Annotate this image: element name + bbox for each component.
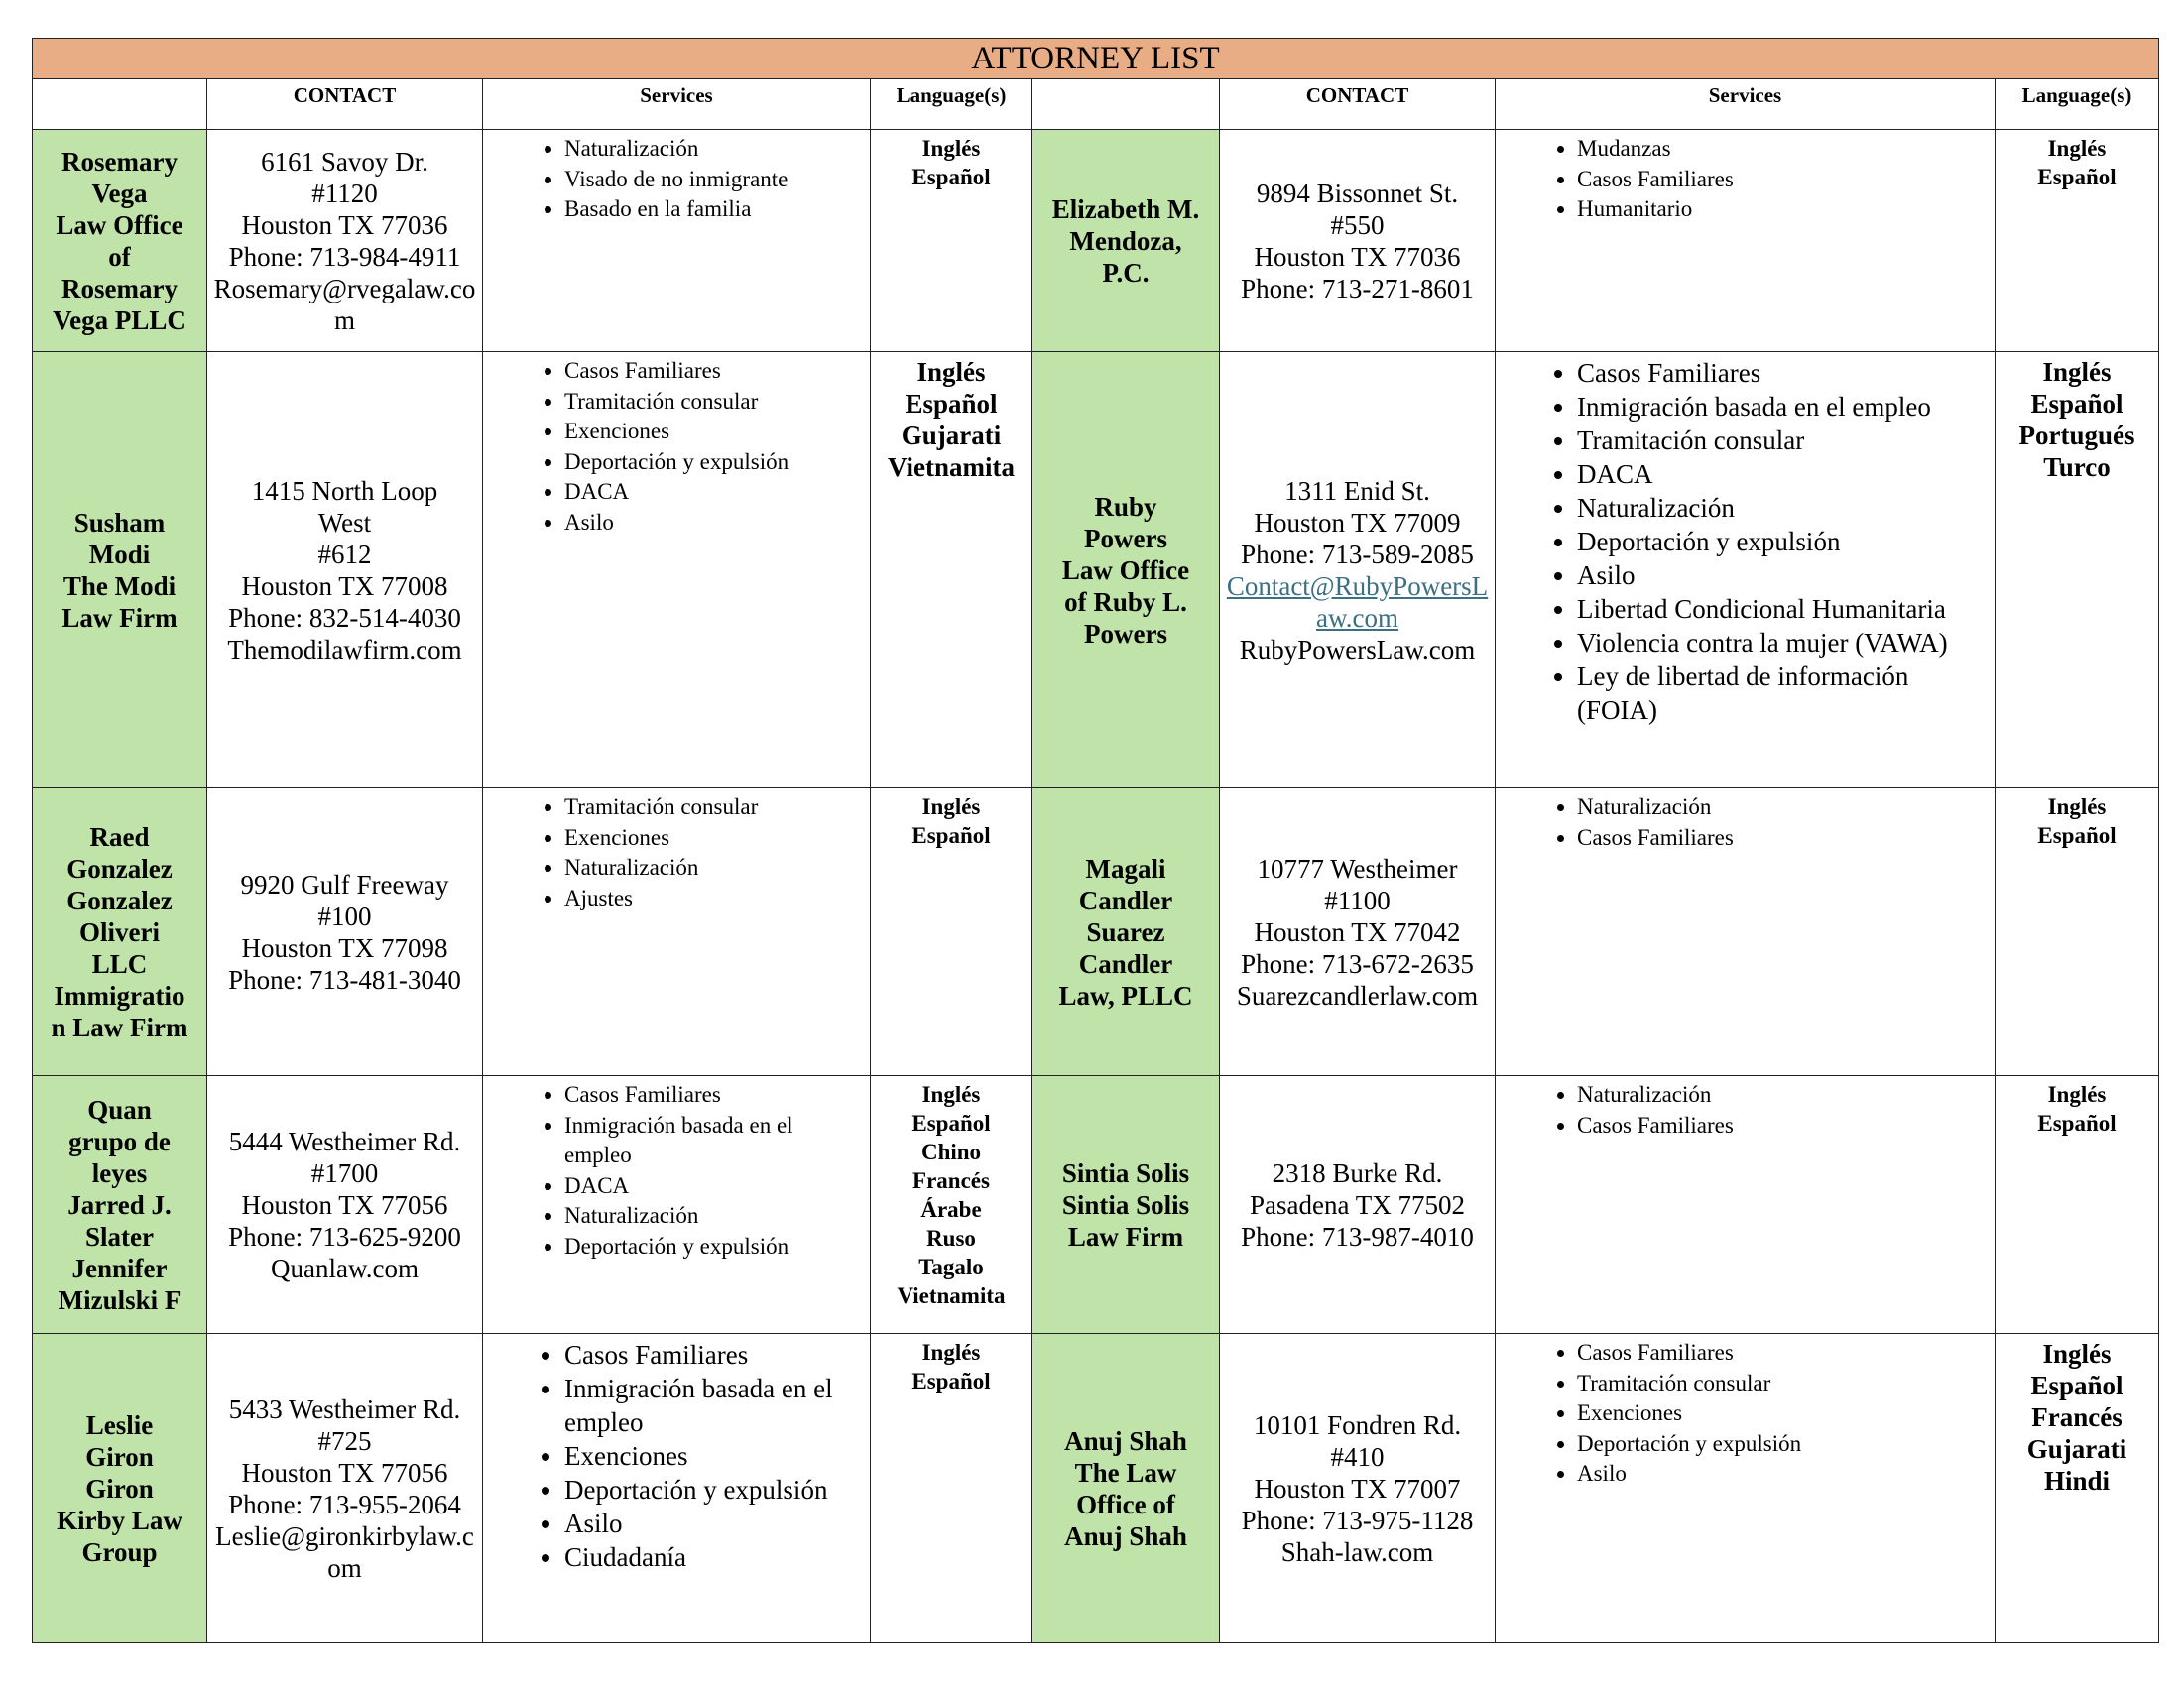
contact-line: #1700 [310,1157,379,1188]
contact-line: 1311 Enid St. [1284,475,1430,506]
attorney-name-line: Susham [73,507,166,538]
attorney-name-line: Suarez [1086,916,1165,947]
attorney-name-line: Raed [89,821,150,852]
attorney-name-line: Leslie [85,1409,154,1440]
language-item: Español [2037,165,2117,189]
language-item: Español [905,389,998,419]
contact-cell [1220,1076,1496,1334]
attorney-name-line: Rosemary [61,146,178,177]
service-item: • Casos Familiares [1577,823,1989,854]
service-item: • Casos Familiares [564,1338,864,1372]
attorney-name [33,1076,207,1334]
services-list [483,1338,864,1574]
service-item: • DACA [564,477,864,508]
header-languages-left: Language(s) [871,79,1032,130]
attorney-name-line: Office of [1076,1489,1175,1519]
services-list [1496,1080,1989,1141]
header-contact-right: CONTACT [1220,79,1496,130]
service-item: • Basado en la familia [564,194,864,225]
header-services-right: Services [1496,79,1996,130]
attorney-name-line: Mizulski F [58,1284,182,1315]
attorney-name-line: Quan [87,1094,152,1125]
language-item: Portugués [2018,421,2135,450]
contact-line: Houston TX 77056 [241,1457,448,1488]
contact-line: 10101 Fondren Rd. [1253,1409,1462,1440]
languages-cell [1996,130,2159,352]
header-row [33,79,2159,130]
service-item: • Deportación y expulsión [1577,525,1989,558]
contact-line: Houston TX 77007 [1254,1473,1461,1504]
contact-line: Suarezcandlerlaw.com [1236,980,1479,1011]
attorney-name-line: Elizabeth M. [1051,193,1200,224]
attorney-name-line: grupo de [68,1126,171,1156]
table-row [33,1334,2159,1643]
service-item: • Casos Familiares [564,1080,864,1111]
service-item: • Casos Familiares [1577,165,1989,195]
services-list [1496,134,1989,225]
languages-cell [871,1334,1032,1643]
attorney-name-line: Law, PLLC [1058,980,1193,1011]
service-item: • Naturalización [564,1201,864,1232]
header-languages-right: Language(s) [1996,79,2159,130]
attorney-name [33,788,207,1076]
attorney-name-line: Giron [85,1473,154,1504]
contact-cell [1220,352,1496,788]
attorney-name-line: Jarred J. [67,1189,172,1220]
contact-line: Phone: 713-987-4010 [1241,1221,1474,1252]
language-item: Chino [920,1140,982,1164]
attorney-rows [33,130,2159,1643]
attorney-name [1032,352,1220,788]
languages-cell [1996,1334,2159,1643]
header-contact-left: CONTACT [207,79,483,130]
languages-cell [871,352,1032,788]
service-item: • Inmigración basada en el empleo [564,1372,864,1439]
contact-line: #410 [1330,1441,1385,1472]
attorney-name-line: Law Office [1061,554,1190,585]
attorney-name-line: Law Firm [1067,1221,1184,1252]
attorney-name-line: Powers [1084,618,1167,649]
attorney-name [33,1334,207,1643]
language-item: Turco [2043,452,2111,482]
attorney-name-line: n Law Firm [51,1012,188,1042]
contact-line: Phone: 713-625-9200 [228,1221,461,1252]
attorney-name-line: Law Firm [61,602,178,633]
attorney-name-line: Sintia Solis [1061,1189,1190,1220]
language-item: Inglés [2047,1082,2107,1107]
service-item: • Naturalización [1577,792,1989,823]
header-services-left: Services [483,79,871,130]
service-item: • Naturalización [1577,491,1989,525]
attorney-name-line: of Ruby L. [1064,586,1187,617]
contact-line: Houston TX 77009 [1254,507,1461,538]
service-item: • Violencia contra la mujer (VAWA) [1577,626,1989,660]
services-list [483,792,864,913]
service-item: • Casos Familiares [1577,1338,1989,1369]
contact-line: Houston TX 77056 [241,1189,448,1220]
attorney-name [1032,1334,1220,1643]
service-item: • Naturalización [1577,1080,1989,1111]
contact-cell [1220,1334,1496,1643]
service-item: • Exenciones [564,1439,864,1473]
language-item: Español [911,165,991,189]
service-item: • Tramitación consular [1577,1369,1989,1399]
language-item: Francés [912,1168,990,1193]
service-item: • Exenciones [564,417,864,447]
contact-line: Houston TX 77098 [241,932,448,963]
contact-line: Themodilawfirm.com [227,634,462,665]
attorney-name-line: Slater [85,1221,154,1252]
service-item: • Casos Familiares [564,356,864,387]
attorney-name [33,352,207,788]
language-item: Inglés [921,1082,981,1107]
attorney-name-line: Sintia Solis [1061,1157,1190,1188]
contact-line: #725 [317,1425,372,1456]
contact-line: Shah-law.com [1280,1536,1434,1567]
languages-cell [871,1076,1032,1334]
language-item: Inglés [921,794,981,819]
services-cell [483,130,871,352]
contact-line: Houston TX 77008 [241,570,448,601]
contact-line: Phone: 713-975-1128 [1241,1505,1474,1535]
table-row [33,130,2159,352]
contact-line: #100 [317,901,372,931]
services-cell [1496,352,1996,788]
service-item: • Exenciones [1577,1398,1989,1429]
attorney-name-line: Anuj Shah [1064,1520,1187,1551]
service-item: • Naturalización [564,134,864,165]
language-item: Inglés [921,136,981,161]
languages-cell [871,788,1032,1076]
table-row [33,788,2159,1076]
attorney-name-line: The Law [1074,1457,1177,1488]
contact-line: 10777 Westheimer [1257,853,1458,884]
language-item: Español [911,1369,991,1393]
language-item: Inglés [921,1340,981,1365]
language-item: Tagalo [918,1255,984,1279]
service-item: • Tramitación consular [1577,424,1989,457]
attorney-name-line: Group [81,1536,158,1567]
service-item: • DACA [1577,457,1989,491]
language-item: Hindi [2043,1466,2111,1496]
services-cell [483,1334,871,1643]
contact-line: Leslie@gironkirbylaw.com [215,1520,474,1583]
attorney-name-line: Vega [91,178,148,208]
language-item: Español [2037,823,2117,848]
service-item: • Casos Familiares [1577,356,1989,390]
language-item: Español [2037,1111,2117,1136]
services-cell [483,788,871,1076]
attorney-name-line: Magali [1085,853,1166,884]
services-cell [483,352,871,788]
service-item: • Visado de no inmigrante [564,165,864,195]
language-item: Vietnamita [897,1283,1006,1308]
service-item: • Ajustes [564,884,864,914]
language-item: Inglés [2047,794,2107,819]
contact-cell [1220,130,1496,352]
language-item: Gujarati [2026,1434,2127,1464]
services-list [483,1080,864,1262]
contact-line: #612 [317,539,372,569]
service-item: • DACA [564,1171,864,1202]
languages-cell [1996,1076,2159,1334]
contact-line: Phone: 713-984-4911 [228,241,461,272]
service-item: • Ciudadanía [564,1540,864,1574]
services-list [1496,356,1989,727]
language-item: Español [2030,1371,2123,1400]
service-item: • Deportación y expulsión [564,447,864,478]
contact-line: Phone: 713-589-2085 [1241,539,1474,569]
contact-line: Houston TX 77042 [1254,916,1461,947]
languages-cell [1996,352,2159,788]
services-cell [1496,1076,1996,1334]
contact-line: #1100 [1324,885,1391,915]
language-item: Inglés [916,357,986,387]
attorney-name [33,130,207,352]
attorney-name [1032,788,1220,1076]
contact-line: 5444 Westheimer Rd. [228,1126,461,1156]
attorney-name-line: Jennifer [71,1253,168,1283]
service-item: • Tramitación consular [564,792,864,823]
service-item: • Casos Familiares [1577,1111,1989,1142]
contact-line: #1120 [311,178,378,208]
attorney-name-line: Rosemary [61,273,178,303]
language-item: Español [2030,389,2123,419]
language-item: Ruso [926,1226,976,1251]
language-item: Inglés [2042,357,2112,387]
contact-cell [207,788,483,1076]
language-item: Vietnamita [888,452,1015,482]
contact-line: #550 [1330,209,1385,240]
attorney-name-line: Ruby [1094,491,1157,522]
attorney-name-line: Gonzalez [66,853,173,884]
services-cell [1496,130,1996,352]
attorney-list-sheet [32,38,2158,1643]
contact-line: 9920 Gulf Freeway [240,869,449,900]
contact-line: Quanlaw.com [271,1253,419,1283]
services-list [483,134,864,225]
service-item: • Tramitación consular [564,387,864,418]
contact-line: Phone: 713-955-2064 [228,1489,461,1519]
service-item: • Asilo [1577,1459,1989,1490]
services-cell [1496,1334,1996,1643]
contact-line: West [317,507,372,538]
attorney-name-line: of [108,241,131,272]
language-item: Francés [2031,1402,2123,1432]
attorney-name-line: Oliveri [79,916,160,947]
contact-cell [207,1334,483,1643]
service-item: • Deportación y expulsión [564,1232,864,1263]
contact-line: Pasadena TX 77502 [1250,1189,1465,1220]
attorney-name-line: Vega PLLC [53,304,186,335]
language-item: Árabe [920,1197,982,1222]
contact-line: Rosemary@rvegalaw.com [213,273,476,335]
attorney-name-line: Anuj Shah [1064,1425,1187,1456]
services-list [483,356,864,538]
table-row [33,352,2159,788]
service-item: • Deportación y expulsión [1577,1429,1989,1460]
contact-line: 5433 Westheimer Rd. [228,1393,461,1424]
attorney-name-line: Powers [1084,523,1167,553]
contact-line: Phone: 832-514-4030 [228,602,461,633]
contact-cell [207,130,483,352]
service-item: • Deportación y expulsión [564,1473,864,1507]
attorney-table [32,38,2159,1643]
attorney-name-line: The Modi [62,570,177,601]
attorney-name-line: P.C. [1102,257,1150,288]
attorney-name-line: Giron [85,1441,154,1472]
table-row [33,1076,2159,1334]
language-item: Inglés [2042,1339,2112,1369]
attorney-name-line: leyes [91,1157,148,1188]
language-item: Español [911,823,991,848]
languages-cell [871,130,1032,352]
page-title: ATTORNEY LIST [33,39,2159,79]
services-cell [483,1076,871,1334]
service-item: • Inmigración basada en el empleo [564,1111,864,1171]
contact-line: 2318 Burke Rd. [1272,1157,1443,1188]
attorney-name-line: Candler [1078,948,1173,979]
contact-line: Phone: 713-672-2635 [1241,948,1474,979]
service-item: • Humanitario [1577,194,1989,225]
service-item: • Asilo [564,508,864,539]
contact-line: Phone: 713-481-3040 [228,964,461,995]
attorney-name-line: Kirby Law [57,1505,182,1535]
service-item: • Libertad Condicional Humanitaria [1577,592,1989,626]
attorney-name-line: Law Office [56,209,183,240]
service-item: • Naturalización [564,853,864,884]
contact-cell [1220,788,1496,1076]
language-item: Inglés [2047,136,2107,161]
contact-line: Phone: 713-271-8601 [1241,273,1474,303]
contact-cell [207,1076,483,1334]
header-blank-left [33,79,207,130]
languages-cell [1996,788,2159,1076]
attorney-name-line: Immigratio [54,980,185,1011]
attorney-name [1032,130,1220,352]
attorney-name-line: Gonzalez [66,885,173,915]
service-item: • Inmigración basada en el empleo [1577,390,1989,424]
attorney-name [1032,1076,1220,1334]
contact-cell [207,352,483,788]
services-list [1496,792,1989,853]
language-item: Gujarati [901,421,1002,450]
language-item: Español [911,1111,991,1136]
attorney-name-line: Modi [88,539,151,569]
contact-line: 1415 North Loop [251,475,438,506]
services-list [1496,1338,1989,1490]
contact-line: 9894 Bissonnet St. [1256,178,1459,208]
service-item: • Mudanzas [1577,134,1989,165]
contact-line: Houston TX 77036 [1254,241,1461,272]
services-cell [1496,788,1996,1076]
service-item: • Asilo [564,1507,864,1540]
email-link[interactable]: Contact@RubyPowersLaw.com [1226,570,1489,633]
contact-line: 6161 Savoy Dr. [261,146,428,177]
attorney-name-line: Candler [1078,885,1173,915]
attorney-name-line: LLC [91,948,148,979]
attorney-name-line: Mendoza, [1069,225,1182,256]
service-item: • Asilo [1577,558,1989,592]
service-item: • Ley de libertad de información (FOIA) [1577,660,1989,727]
service-item: • Exenciones [564,823,864,854]
contact-line: RubyPowersLaw.com [1239,634,1476,665]
contact-line: Houston TX 77036 [241,209,448,240]
header-blank-right [1032,79,1220,130]
